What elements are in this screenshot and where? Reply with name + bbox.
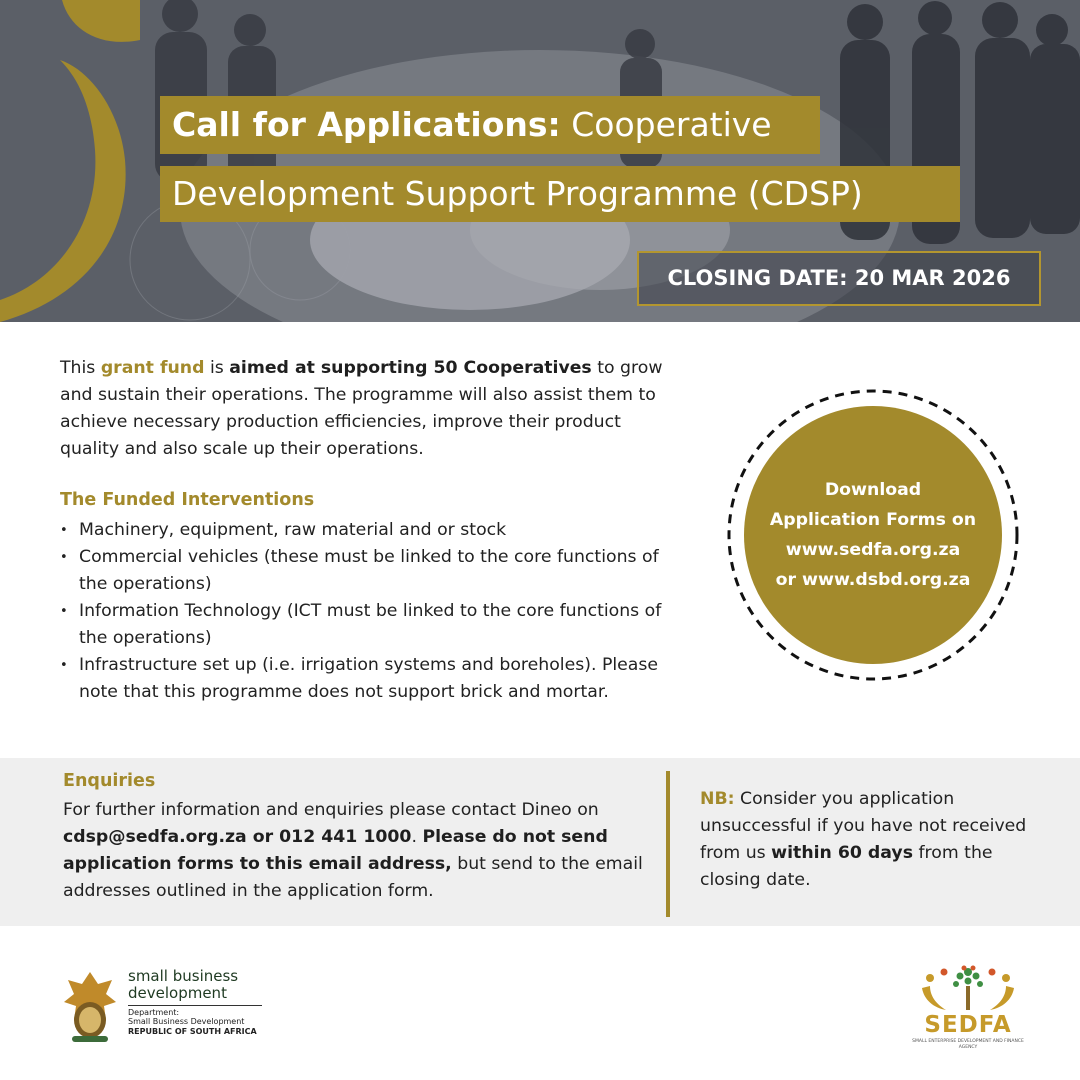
- download-line-2: Application Forms on: [769, 510, 977, 530]
- sedfa-logo-text: SEDFA: [924, 1012, 1012, 1038]
- enquiries-text-1: For further information and enquiries please contact Dineo on: [63, 800, 599, 820]
- nb-label: NB:: [700, 789, 735, 809]
- download-link-sedfa[interactable]: www.sedfa.org.za: [785, 540, 961, 560]
- sedfa-logo-tagline: SMALL ENTERPRISE DEVELOPMENT AND FINANCE AGENCY: [912, 1039, 1024, 1050]
- sedfa-tree-icon: [916, 964, 1020, 1012]
- dsbd-dept-name: Small Business Development: [128, 1017, 245, 1026]
- hero-banner: [0, 0, 1080, 322]
- intro-paragraph: [60, 355, 680, 463]
- intro-text-3: to grow and sustain their operations. The programme will also assist them to achieve necessary production efficiencies, improve their product quality and also scale up their operations.: [60, 358, 663, 459]
- dsbd-logo-rule: [128, 1005, 262, 1006]
- vertical-divider: [666, 771, 670, 917]
- title-bold: Call for Applications:: [172, 105, 561, 144]
- download-link-dsbd[interactable]: or www.dsbd.org.za: [775, 570, 971, 590]
- nb-text-2: from the closing date.: [700, 843, 993, 890]
- funded-interventions-heading: The Funded Interventions: [60, 490, 315, 510]
- intro-grant-fund: grant fund: [100, 358, 205, 378]
- closing-date-badge: CLOSING DATE: 20 MAR 2026: [637, 251, 1041, 306]
- enquiries-text: [63, 797, 663, 905]
- dsbd-dept-label: Department:: [128, 1008, 180, 1017]
- funded-interventions-list: [60, 517, 680, 706]
- download-forms-callout[interactable]: [744, 406, 1002, 664]
- enquiries-contact[interactable]: cdsp@sedfa.org.za or 012 441 1000: [63, 827, 412, 847]
- title-line-2: Development Support Programme (CDSP): [160, 166, 960, 222]
- list-item: • Commercial vehicles (these must be linked to the core functions of the operations): [60, 544, 680, 598]
- download-line-1: Download: [824, 480, 922, 500]
- enquiries-warning: Please do not send application forms to this email address,: [63, 827, 608, 874]
- dsbd-logo-line-1: small business: [128, 967, 239, 985]
- intro-highlight: aimed at supporting 50 Cooperatives: [229, 358, 592, 378]
- nb-note: [700, 786, 1030, 894]
- dsbd-country: REPUBLIC OF SOUTH AFRICA: [128, 1027, 257, 1036]
- intro-text-1: This: [60, 358, 101, 378]
- nb-text-1: Consider you application unsuccessful if you have not received from us: [700, 789, 1027, 863]
- dsbd-logo-line-2: development: [128, 984, 227, 1002]
- list-item: • Information Technology (ICT must be linked to the core functions of the operations): [60, 598, 680, 652]
- nb-highlight: within 60 days: [771, 843, 913, 863]
- title-rest: Cooperative: [560, 105, 772, 144]
- title-line-1: [160, 96, 820, 154]
- list-item: • Infrastructure set up (i.e. irrigation systems and boreholes). Please note that this programme does not support brick and mortar.: [60, 652, 680, 706]
- coat-of-arms-icon: [62, 970, 118, 1046]
- enquiries-text-3: but send to the email addresses outlined in the application form.: [63, 854, 643, 901]
- intro-text-2: is: [204, 358, 230, 378]
- enquiries-heading: Enquiries: [63, 771, 156, 791]
- list-item: • Machinery, equipment, raw material and or stock: [60, 517, 680, 544]
- enquiries-text-2: .: [411, 827, 423, 847]
